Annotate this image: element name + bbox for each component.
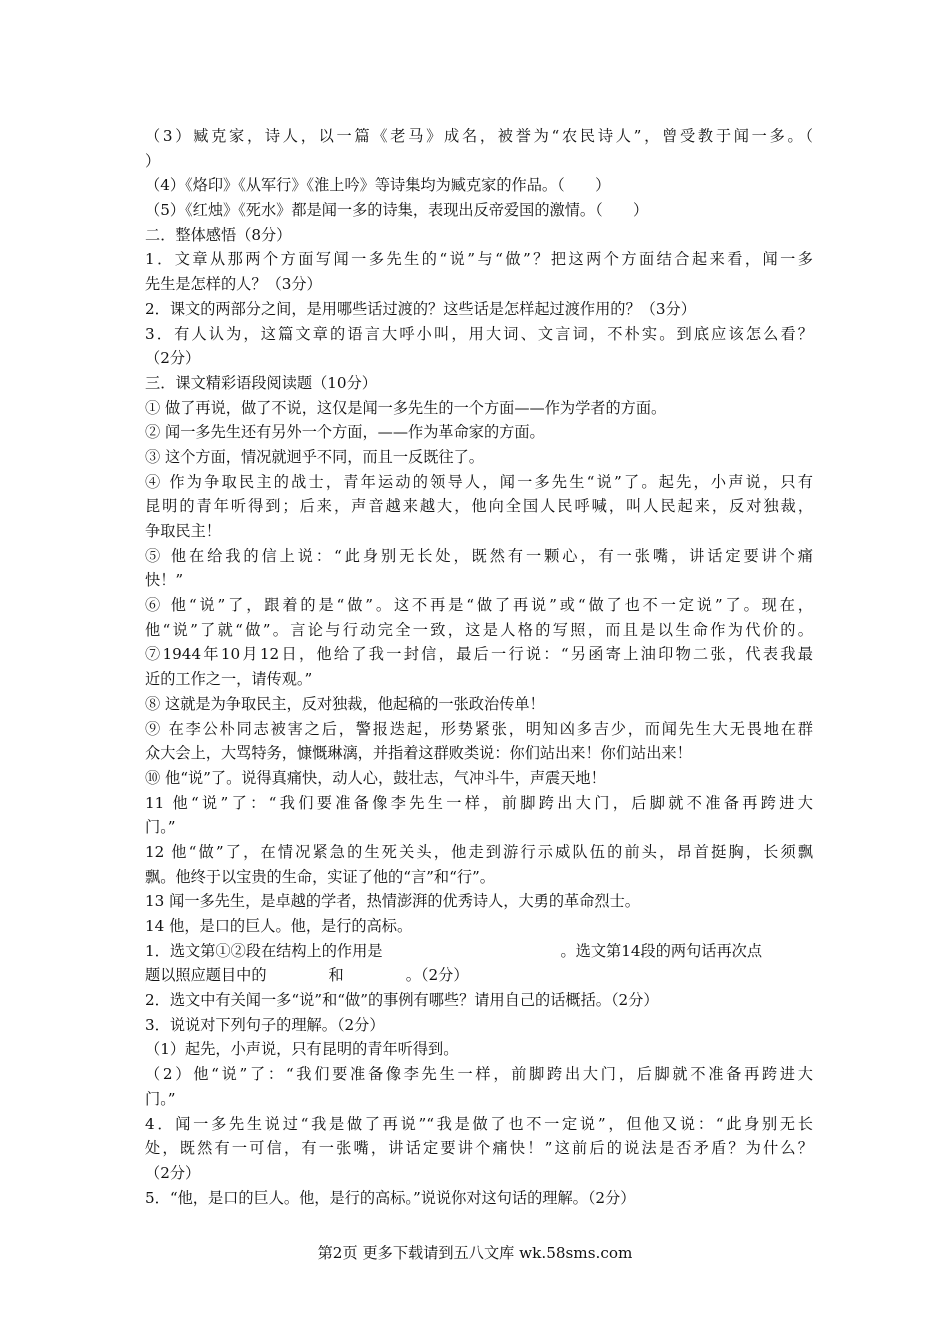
question-1-text-d: 和 [328,966,344,985]
question-1-text-c: 题以照应题目中的 [145,966,267,985]
passage-p4-line3: 争取民主！ [145,522,221,540]
passage-p5-line1: ⑤ 他在给我的信上说：“此身别无长处，既然有一颗心，有一张嘴，讲话定要讲个痛 [145,546,813,565]
passage-p14: 14 他，是口的巨人。他，是行的高标。 [145,917,413,935]
document-body [145,124,813,1210]
passage-p1: ① 做了再说，做了不说，这仅是闻一多先生的一个方面——作为学者的方面。 [145,398,667,417]
passage-p4-line2: 昆明的青年听得到；后来，声音越来越大，他向全国人民呼喊，叫人民起来，反对独裁， [145,497,813,516]
passage-p11-line2: 门。” [145,818,176,837]
passage-p9-line2: 众大会上，大骂特务，慷慨琳漓，并指着这群败类说：你们站出来！你们站出来！ [145,744,692,763]
passage-p12-line2: 飘。他终于以宝贵的生命，实证了他的“言”和“行”。 [145,867,495,886]
question-3-2-line2: 门。” [145,1089,176,1108]
passage-p7-line1: ⑦1944年10月12日，他给了我一封信，最后一行说：“另函寄上油印物二张，代表我最 [145,645,813,664]
part2-q3-line1: 3．有人认为，这篇文章的语言大呼小叫，用大词、文言词，不朴实。到底应该怎么看？ [145,324,813,343]
question-1-text-b: 。选文第14段的两句话再次点 [560,941,763,960]
part1-q3-line1: （3）臧克家，诗人，以一篇《老马》成名，被誉为“农民诗人”，曾受教于闻一多。（ [145,127,813,145]
question-3-1: （1）起先，小声说，只有昆明的青年听得到。 [145,1040,459,1059]
passage-p4-line1: ④ 作为争取民主的战士，青年运动的领导人，闻一多先生“说”了。起先，小声说，只有 [145,472,813,491]
passage-p2: ② 闻一多先生还有另外一个方面，——作为革命家的方面。 [145,423,545,442]
part1-q5: （5）《红烛》《死水》都是闻一多的诗集，表现出反帝爱国的激情。（ ） [145,201,649,220]
part2-q3-line2: （2分） [145,349,201,368]
part3-heading: 三．课文精彩语段阅读题（10分） [145,373,377,392]
part2-heading: 二．整体感悟（8分） [145,225,292,244]
question-4-line3: （2分） [145,1163,201,1182]
part2-q1-line2: 先生是怎样的人？（3分） [145,275,322,294]
passage-p7-line2: 近的工作之一，请传观。” [145,670,313,689]
passage-p5-line2: 快！” [145,571,184,590]
question-1-line1 [145,939,813,964]
part1-q3-line2: ） [145,151,161,170]
question-1-text-a: 1．选文第①②段在结构上的作用是 [145,941,383,960]
question-5: 5．“他，是口的巨人。他，是行的高标。”说说你对这句话的理解。（2分） [145,1188,636,1207]
passage-p11-line1: 11 他“说”了：“我们要准备像李先生一样，前脚跨出大门，后脚就不准备再跨进大 [145,793,813,812]
passage-p13: 13 闻一多先生，是卓越的学者，热情澎湃的优秀诗人，大勇的革命烈士。 [145,892,640,911]
passage-p6-line1: ⑥ 他“说”了，跟着的是“做”。这不再是“做了再说”或“做了也不一定说”了。现在， [145,596,813,615]
question-1-text-e: 。（2分） [405,966,469,985]
part2-q2: 2．课文的两部分之间，是用哪些话过渡的？这些话是怎样起过渡作用的？（3分） [145,299,696,318]
part2-q1-line1: 1．文章从那两个方面写闻一多先生的“说”与“做”？把这两个方面结合起来看，闻一多 [145,250,813,269]
question-2: 2．选文中有关闻一多“说”和“做”的事例有哪些？请用自己的话概括。（2分） [145,991,659,1010]
passage-p3: ③ 这个方面，情况就迥乎不同，而且一反既往了。 [145,447,484,466]
question-4-line1: 4．闻一多先生说过“我是做了再说”“我是做了也不一定说”，但他又说：“此身别无长 [145,1114,813,1133]
question-3: 3．说说对下列句子的理解。（2分） [145,1015,385,1034]
passage-p8: ⑧ 这就是为争取民主，反对独裁，他起稿的一张政治传单！ [145,694,545,713]
page-footer: 第2页 更多下载请到五八文库 wk.58sms.com [317,1244,633,1262]
question-1-line2 [145,963,813,988]
part1-q4: （4）《烙印》《从军行》《淮上吟》等诗集均为臧克家的作品。（ ） [145,176,611,195]
passage-p9-line1: ⑨ 在李公朴同志被害之后，警报迭起，形势紧张，明知凶多吉少，而闻先生大无畏地在群 [145,719,813,738]
question-4-line2: 处，既然有一可信，有一张嘴，讲话定要讲个痛快！”这前后的说法是否矛盾？为什么？ [145,1139,813,1158]
question-3-2-line1: （2）他“说”了：“我们要准备像李先生一样，前脚跨出大门，后脚就不准备再跨进大 [145,1065,813,1084]
passage-p10: ⑩ 他“说”了。说得真痛快，动人心，鼓壮志，气冲斗牛，声震天地！ [145,768,606,787]
passage-p6-line2: 他“说”了就“做”。言论与行动完全一致，这是人格的写照，而且是以生命作为代价的。 [145,620,813,639]
passage-p12-line1: 12 他“做”了，在情况紧急的生死关头，他走到游行示威队伍的前头，昂首挺胸，长须飘 [145,842,813,861]
